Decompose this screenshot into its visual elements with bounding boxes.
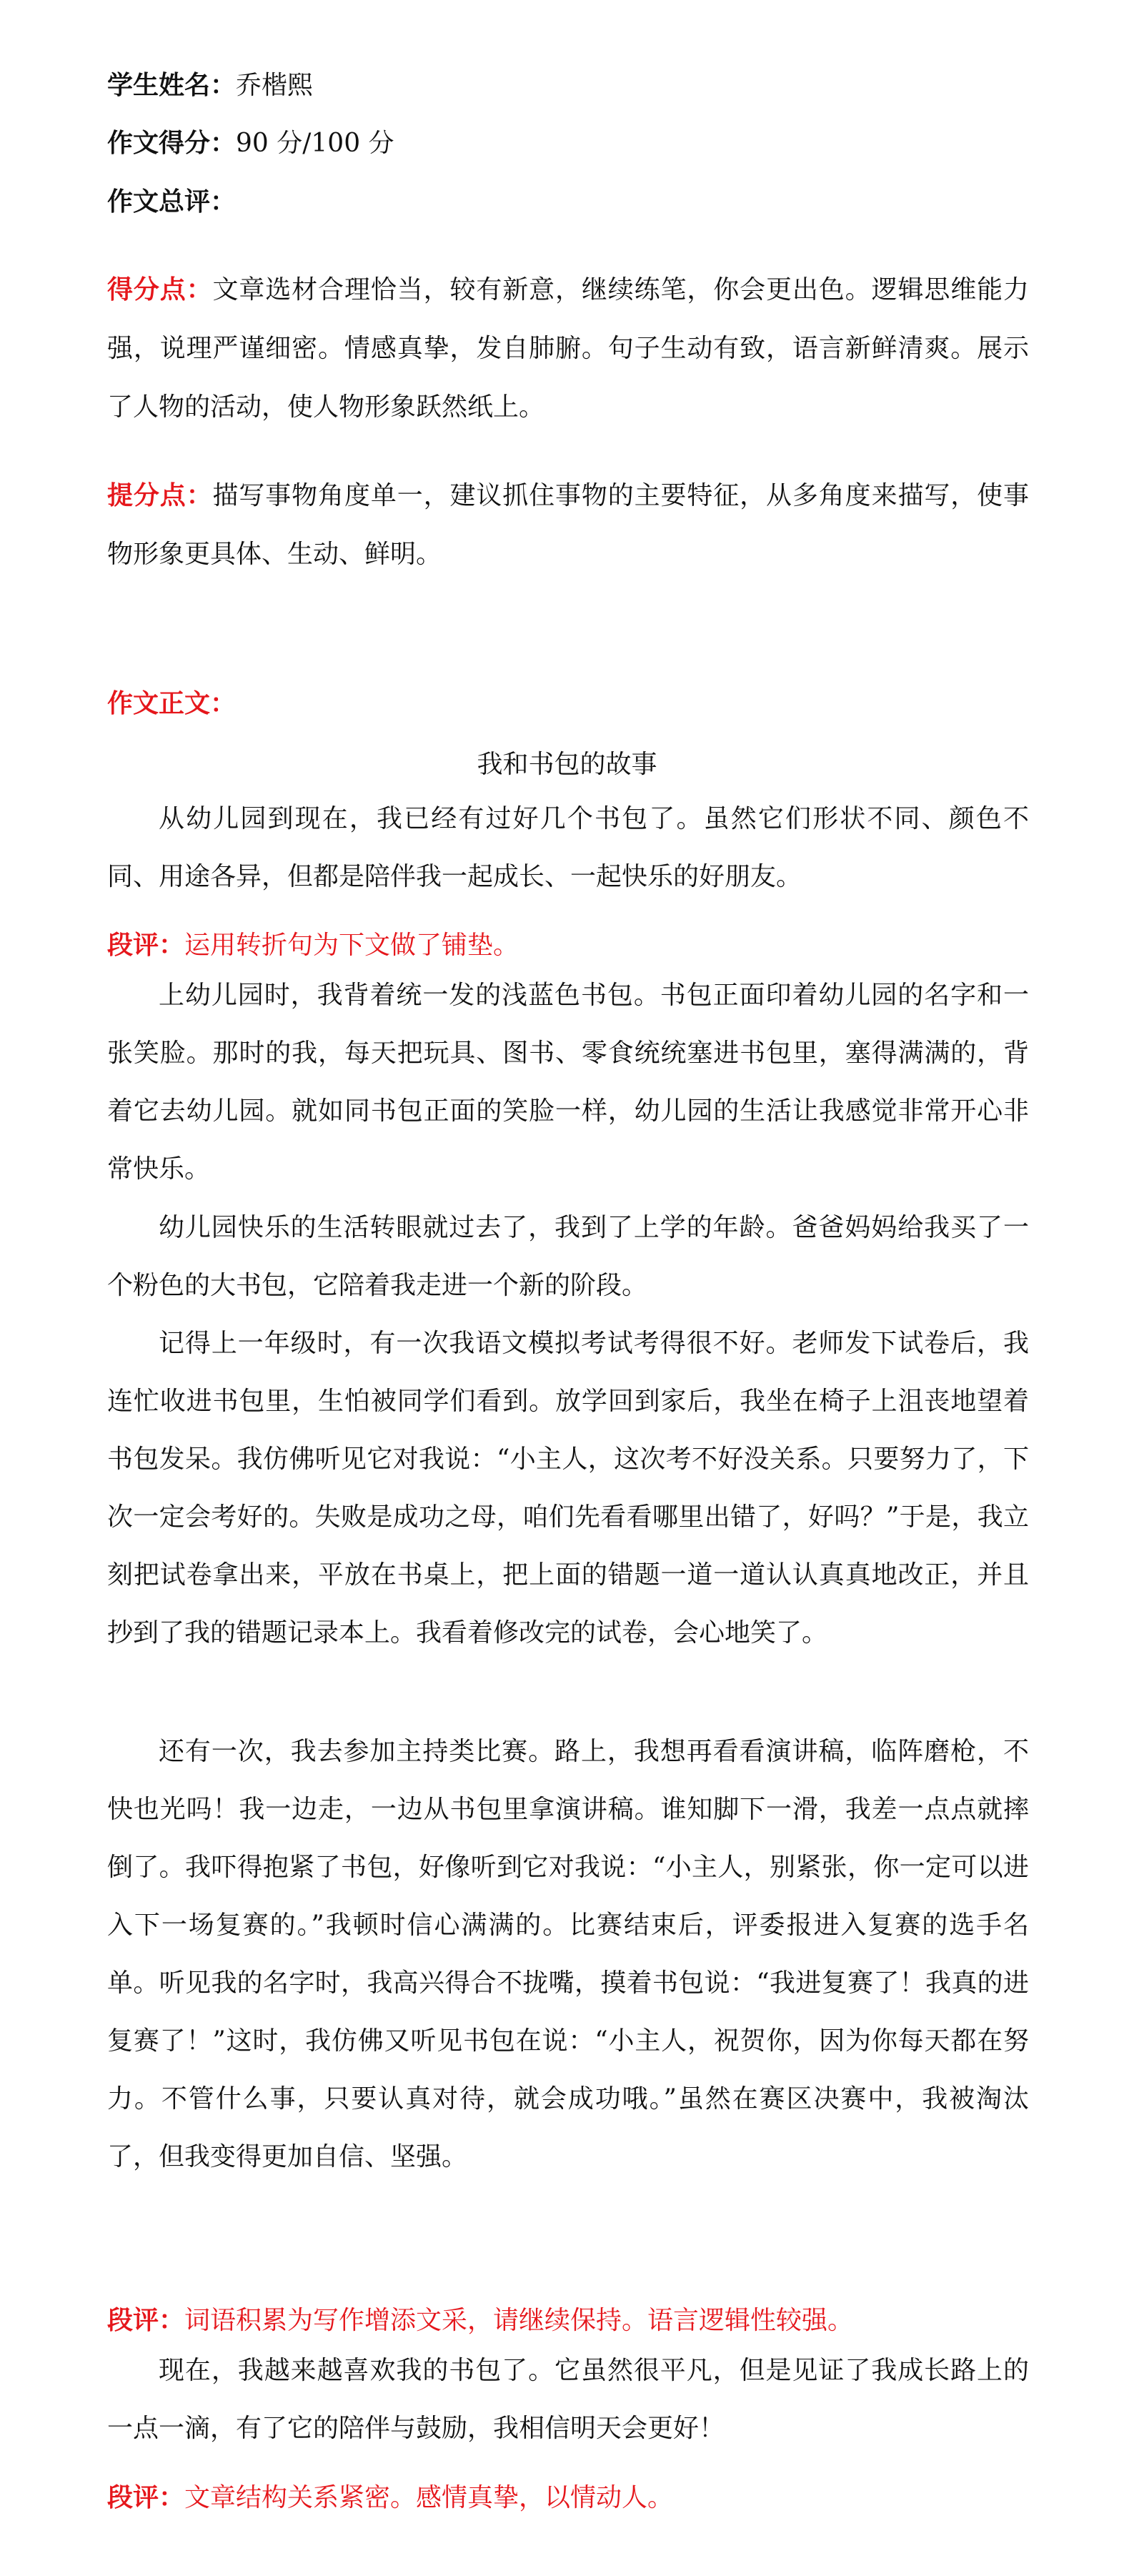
comment-label-3: 段评： — [107, 2482, 185, 2512]
student-name-line — [107, 68, 313, 103]
essay-paragraph-1: 从幼儿园到现在，我已经有过好几个书包了。虽然它们形状不同、颜色不同、用途各异，但都是陪伴我一起成长、一起快乐的好朋友。 — [107, 804, 1029, 891]
strengths-block — [107, 260, 1029, 437]
essay-paragraph-4: 记得上一年级时，有一次我语文模拟考试考得很不好。老师发下试卷后，我连忙收进书包里，生怕被同学们看到。放学回到家后，我坐在椅子上沮丧地望着书包发呆。我仿佛听见它对我说：“小主人，这次考不好没关系。只要努力了，下次一定会考好的。失败是成功之母，咱们先看看哪里出错了，好吗？”于是，我立刻把试卷拿出来，平放在书桌上，把上面的错题一道一道认认真真地改正，并且抄到了我的错题记录本上。我看着修改完的试卷，会心地笑了。 — [107, 1329, 1029, 1648]
comment-text-1: 运用转折句为下文做了铺垫。 — [184, 931, 519, 960]
improve-label: 提分点： — [107, 480, 213, 510]
essay-paragraph-6: 现在，我越来越喜欢我的书包了。它虽然很平凡，但是见证了我成长路上的一点一滴，有了它的陪伴与鼓励，我相信明天会更好！ — [107, 2356, 1029, 2443]
paragraph-comment-1 — [107, 928, 1029, 963]
comment-text-3: 文章结构关系紧密。感情真挚，以情动人。 — [184, 2483, 674, 2512]
score-label: 作文得分： — [107, 128, 237, 158]
essay-title: 我和书包的故事 — [477, 750, 657, 779]
strengths-label: 得分点： — [107, 274, 213, 304]
essay-section-heading — [107, 686, 236, 721]
comment-label-2: 段评： — [107, 2305, 185, 2335]
essay-paragraph-5: 还有一次，我去参加主持类比赛。路上，我想再看看演讲稿，临阵磨枪，不快也光吗！我一边走，一边从书包里拿演讲稿。谁知脚下一滑，我差一点点就摔倒了。我吓得抱紧了书包，好像听到它对我说：“小主人，别紧张，你一定可以进入下一场复赛的。”我顿时信心满满的。比赛结束后，评委报进入复赛的选手名单。听见我的名字时，我高兴得合不拢嘴，摸着书包说：“我进复赛了！我真的进复赛了！”这时，我仿佛又听见书包在说：“小主人，祝贺你，因为你每天都在努力。不管什么事，只要认真对待，就会成功哦。”虽然在赛区决赛中，我被淘汰了，但我变得更加自信、坚强。 — [107, 1737, 1029, 2171]
improve-text: 描写事物角度单一，建议抓住事物的主要特征，从多角度来描写，使事物形象更具体、生动、鲜明。 — [107, 481, 1029, 569]
paragraph-comment-3 — [107, 2480, 1029, 2515]
essay-paragraph-3: 幼儿园快乐的生活转眼就过去了，我到了上学的年龄。爸爸妈妈给我买了一个粉色的大书包，它陪着我走进一个新的阶段。 — [107, 1213, 1029, 1300]
student-name-label: 学生姓名： — [107, 70, 237, 100]
essay-section-label: 作文正文： — [107, 688, 237, 718]
score-line — [107, 126, 394, 161]
student-name: 乔楷熙 — [236, 71, 314, 100]
comment-label-1: 段评： — [107, 930, 185, 960]
comment-text-2: 词语积累为写作增添文采，请继续保持。语言逻辑性较强。 — [184, 2306, 854, 2335]
strengths-text: 文章选材合理恰当，较有新意，继续练笔，你会更出色。逻辑思维能力强，说理严谨细密。情感真挚，发自肺腑。句子生动有致，语言新鲜清爽。展示了人物的活动，使人物形象跃然纸上。 — [107, 275, 1029, 422]
review-heading: 作文总评： — [107, 187, 237, 217]
improve-block — [107, 466, 1029, 584]
review-heading-line — [107, 184, 236, 219]
paragraph-comment-2 — [107, 2303, 1029, 2338]
essay-paragraph-2: 上幼儿园时，我背着统一发的浅蓝色书包。书包正面印着幼儿园的名字和一张笑脸。那时的我，每天把玩具、图书、零食统统塞进书包里，塞得满满的，背着它去幼儿园。就如同书包正面的笑脸一样，幼儿园的生活让我感觉非常开心非常快乐。 — [107, 981, 1029, 1184]
score-value: 90 分/100 分 — [236, 129, 394, 158]
